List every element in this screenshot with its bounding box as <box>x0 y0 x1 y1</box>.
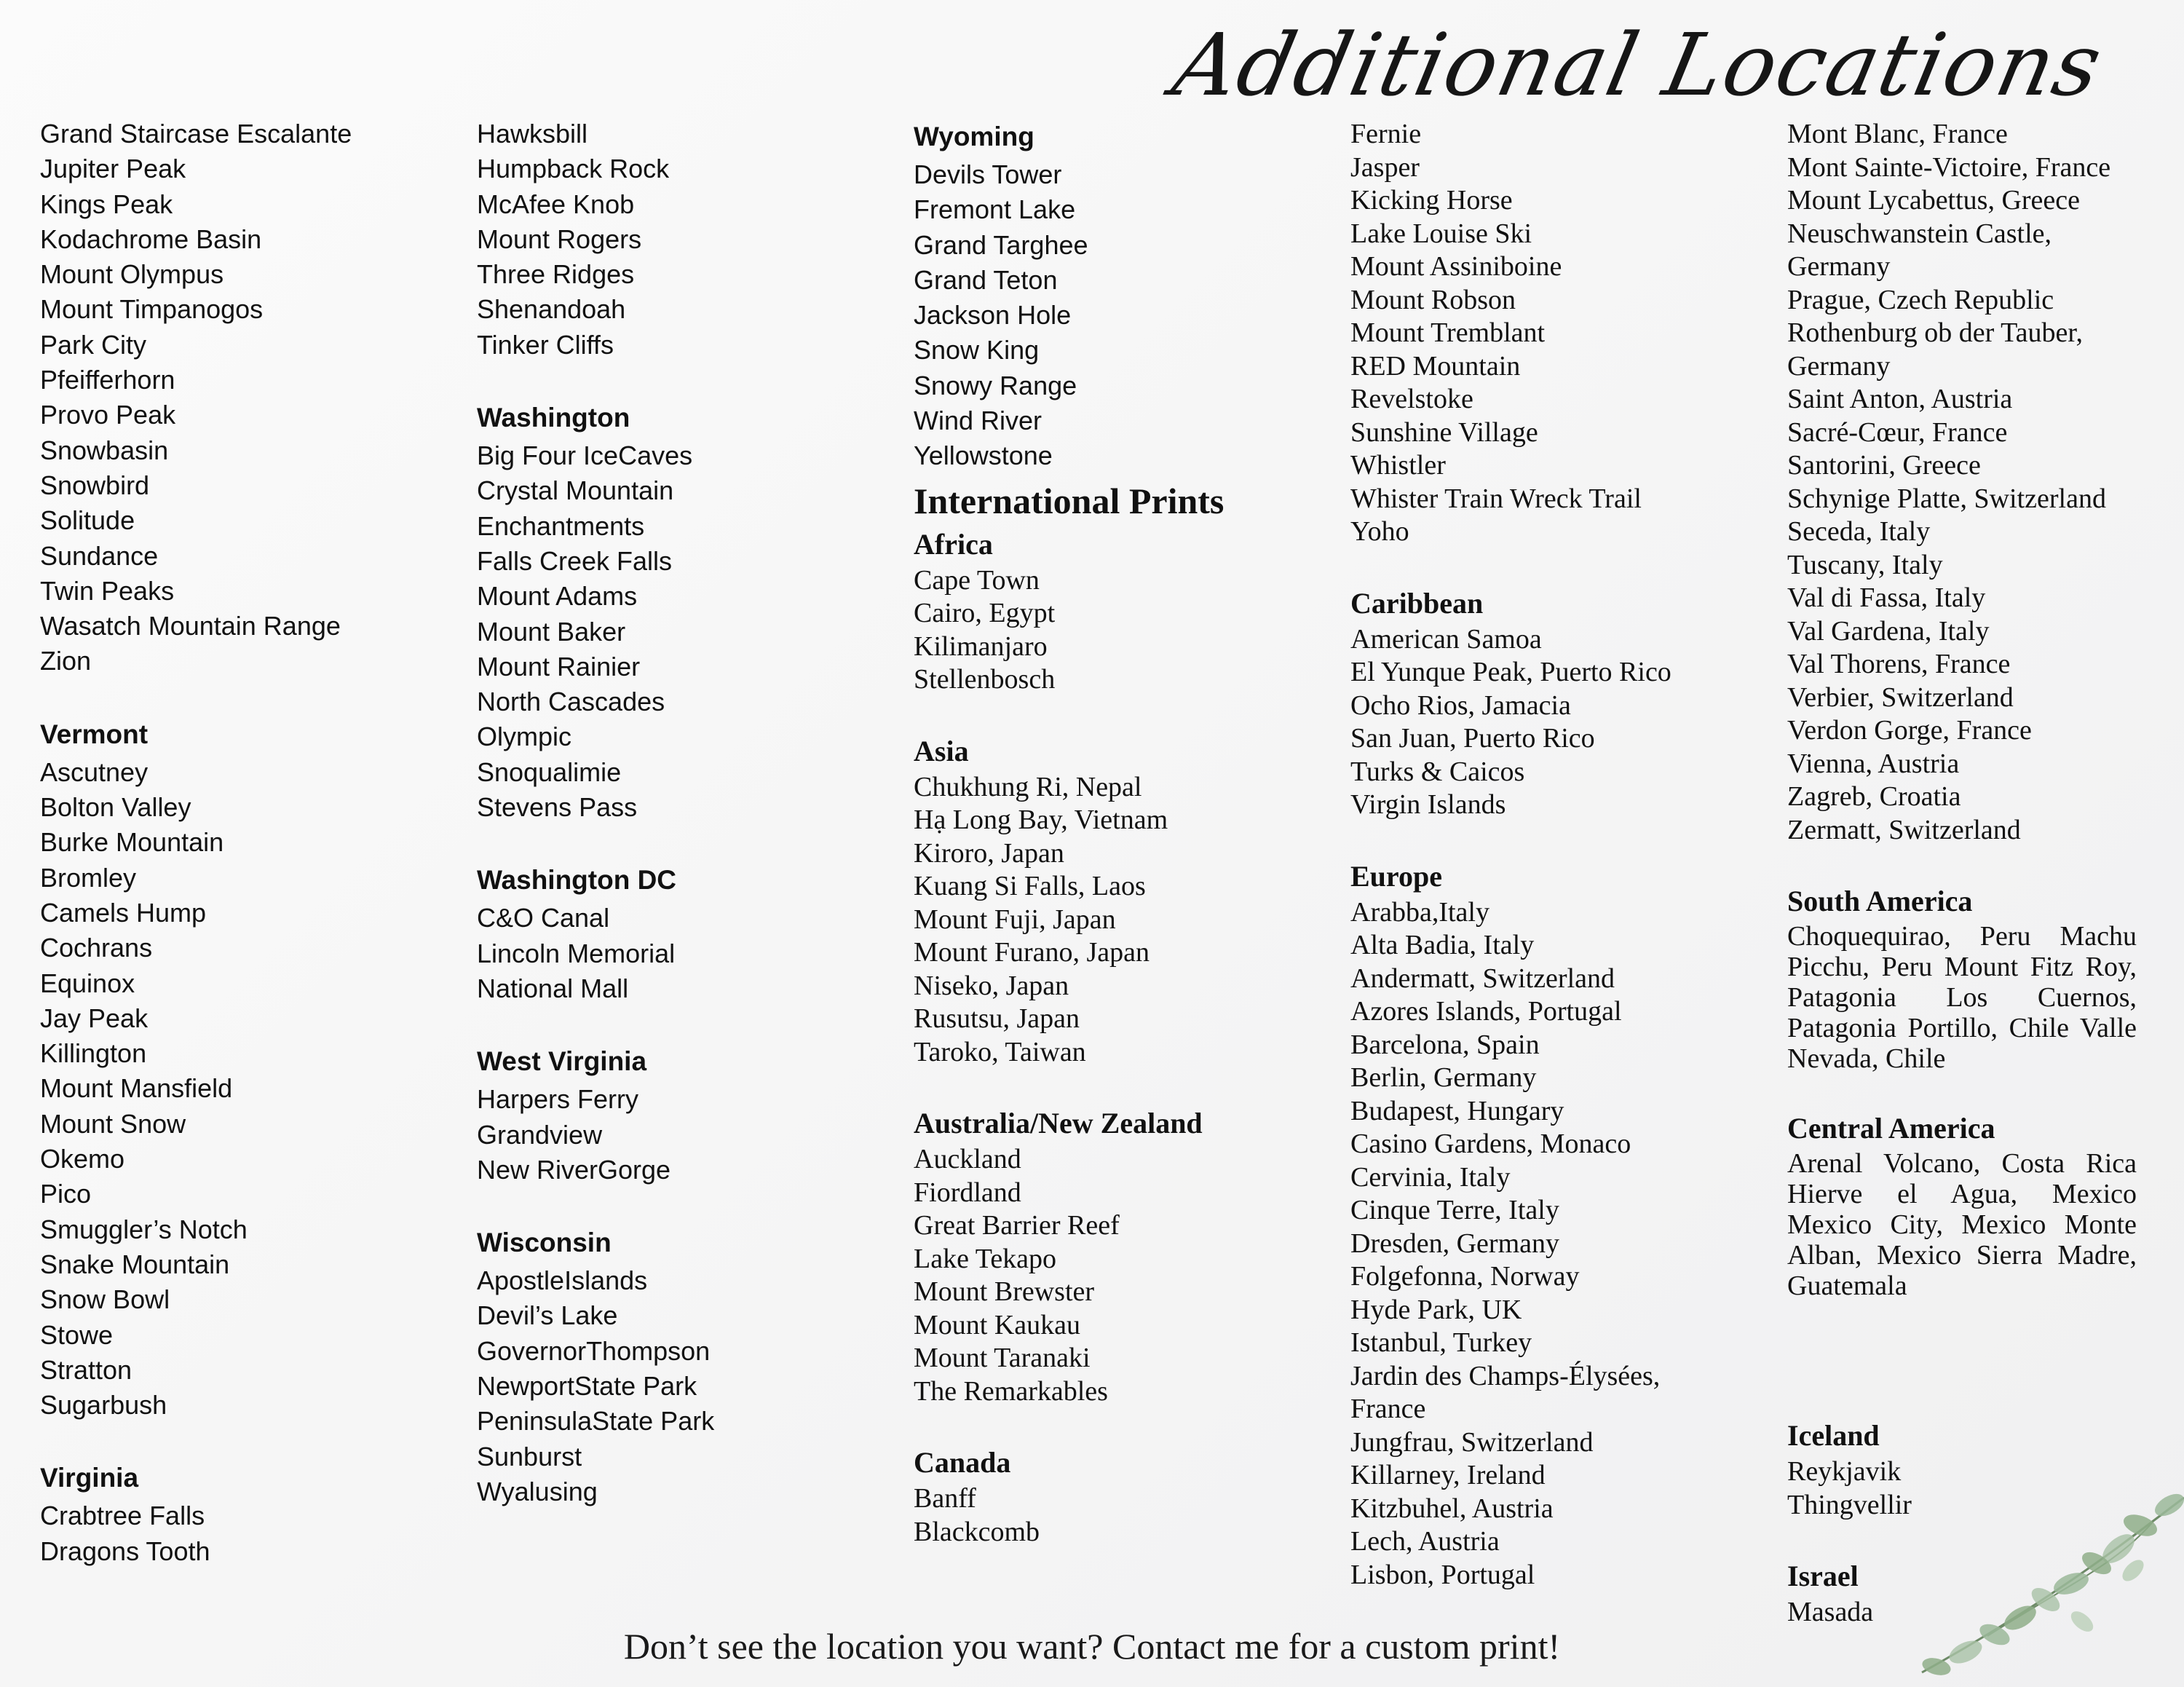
list-item: Bromley <box>40 862 137 893</box>
list-item: Kiroro, Japan <box>914 837 1064 869</box>
list-item: Kuang Si Falls, Laos <box>914 871 1146 902</box>
africa-section <box>914 525 1336 697</box>
list-item: Snowy Range <box>914 370 1077 400</box>
list-item: Mount Snow <box>40 1108 186 1139</box>
list-item: Mount Baker <box>477 616 626 647</box>
list-item: Kodachrome Basin <box>40 224 262 254</box>
list-item: New RiverGorge <box>477 1154 671 1185</box>
list-item: Mount Kaukau <box>914 1309 1081 1340</box>
list-item: Reykjavik <box>1787 1456 1902 1487</box>
section-heading: Vermont <box>40 719 149 749</box>
list-item: Sugarbush <box>40 1390 167 1421</box>
list-item: Yoho <box>1350 516 1409 547</box>
asia-section <box>914 732 1336 1070</box>
list-item: Virgin Islands <box>1350 789 1506 820</box>
list-item: Mont Blanc, France <box>1787 119 2008 149</box>
list-item: Kicking Horse <box>1350 185 1513 216</box>
list-item: Neuschwanstein Castle, <box>1787 218 2052 249</box>
list-item: Kilimanjaro <box>914 631 1048 662</box>
list-item: Seceda, Italy <box>1787 516 1931 547</box>
section-heading: Africa <box>914 527 993 561</box>
list-item: Ocho Rios, Jamacia <box>1350 690 1571 721</box>
list-item: Zion <box>40 646 92 676</box>
list-item: Istanbul, Turkey <box>1350 1327 1532 1358</box>
utah-list <box>40 116 448 679</box>
section-heading: West Virginia <box>477 1046 647 1077</box>
list-item: RED Mountain <box>1350 350 1521 382</box>
list-item: Mount Adams <box>477 581 638 612</box>
list-item: Dragons Tooth <box>40 1536 210 1566</box>
column-4 <box>1350 118 1773 1627</box>
list-item: Twin Peaks <box>40 575 175 606</box>
list-item: Wyalusing <box>477 1476 598 1506</box>
list-item: Lake Louise Ski <box>1350 218 1532 249</box>
list-item: Provo Peak <box>40 400 176 430</box>
utah-section <box>40 116 448 679</box>
list-item: Turks & Caicos <box>1350 756 1525 787</box>
australia-new-zealand-section <box>914 1104 1336 1408</box>
list-item: Bolton Valley <box>40 792 191 823</box>
list-item: Germany <box>1787 251 1891 282</box>
list-item: Zagreb, Croatia <box>1787 781 1961 812</box>
list-item: PeninsulaState Park <box>477 1406 715 1437</box>
list-item: Stowe <box>40 1319 114 1350</box>
list-item: Crystal Mountain <box>477 475 674 506</box>
central-america-text: Arenal Volcano, Costa Rica Hierve el Agua, Mexico Mexico City, Mexico Monte Alban, Mexico Sierra Madre, Guatemala <box>1787 1148 2137 1301</box>
list-item: Sunburst <box>477 1441 582 1471</box>
europe-continued-section <box>1787 118 2137 847</box>
list-item: Crabtree Falls <box>40 1501 205 1531</box>
list-item: Jay Peak <box>40 1003 149 1033</box>
list-item: Germany <box>1787 350 1891 382</box>
list-item: Lincoln Memorial <box>477 938 676 968</box>
list-item: Falls Creek Falls <box>477 545 673 576</box>
list-item: Mount Olympus <box>40 259 224 290</box>
list-item: Killington <box>40 1038 147 1069</box>
page-title: Additional Locations <box>1164 15 2111 115</box>
canada-continued-section <box>1350 118 1773 549</box>
list-item: Cape Town <box>914 564 1040 596</box>
west-virginia-section <box>477 1041 885 1188</box>
caribbean-list <box>1350 623 1773 822</box>
list-item: El Yunque Peak, Puerto Rico <box>1350 657 1671 687</box>
list-item: Mount Brewster <box>914 1276 1095 1308</box>
list-item: Budapest, Hungary <box>1350 1095 1564 1126</box>
section-heading: Caribbean <box>1350 586 1484 620</box>
list-item: C&O Canal <box>477 903 610 933</box>
section-heading: Israel <box>1787 1560 1859 1592</box>
list-item: Stevens Pass <box>477 792 638 823</box>
list-item: Park City <box>40 329 147 360</box>
list-item: Snow Bowl <box>40 1284 170 1315</box>
list-item: Grand Teton <box>914 264 1058 295</box>
international-prints-heading: International Prints <box>914 480 1224 521</box>
column-1 <box>40 116 448 1604</box>
list-item: Barcelona, Spain <box>1350 1029 1540 1060</box>
list-item: Mount Rainier <box>477 651 641 681</box>
canada-section <box>914 1443 1336 1549</box>
footer-message: Don’t see the location you want? Contact me for a custom print! <box>623 1626 1561 1667</box>
list-item: Humpback Rock <box>477 154 670 184</box>
section-heading: Asia <box>914 734 969 767</box>
list-item: Niseko, Japan <box>914 970 1069 1001</box>
central-america-section <box>1787 1109 2137 1301</box>
vermont-section <box>40 714 448 1423</box>
list-item: Folgefonna, Norway <box>1350 1261 1580 1292</box>
list-item: North Cascades <box>477 687 665 717</box>
list-item: Stellenbosch <box>914 664 1056 695</box>
europe-list <box>1350 896 1773 1592</box>
list-item: McAfee Knob <box>477 189 635 219</box>
list-item: Verdon Gorge, France <box>1787 715 2032 746</box>
list-item: Sacré-Cœur, France <box>1787 416 2008 448</box>
section-heading: Washington DC <box>477 865 677 896</box>
list-item: Mont Sainte-Victoire, France <box>1787 151 2111 183</box>
virginia-section <box>40 1458 448 1569</box>
section-heading: South America <box>1787 885 1973 917</box>
list-item: Sundance <box>40 540 159 571</box>
list-item: Tinker Cliffs <box>477 329 614 360</box>
list-item: Blackcomb <box>914 1516 1040 1547</box>
list-item: NewportState Park <box>477 1371 697 1402</box>
eucalyptus-leaf-icon <box>1878 1454 2184 1687</box>
section-heading: Virginia <box>40 1463 139 1493</box>
europe-continued-list <box>1787 118 2137 847</box>
list-item: Enchantments <box>477 510 645 541</box>
list-item: Alta Badia, Italy <box>1350 930 1535 960</box>
list-item: Lisbon, Portugal <box>1350 1559 1535 1590</box>
list-item: Hạ Long Bay, Vietnam <box>914 805 1168 836</box>
column-3 <box>914 116 1336 1584</box>
washington-dc-list <box>477 901 885 1006</box>
list-item: Fremont Lake <box>914 194 1076 225</box>
column-5 <box>1787 118 2137 1664</box>
column-2 <box>477 116 885 1544</box>
list-item: Tuscany, Italy <box>1787 549 1943 580</box>
list-item: National Mall <box>477 973 629 1003</box>
list-item: Snake Mountain <box>40 1249 230 1279</box>
list-item: Schynige Platte, Switzerland <box>1787 483 2106 514</box>
list-item: Big Four IceCaves <box>477 440 693 471</box>
europe-section <box>1350 857 1773 1592</box>
list-item: Stratton <box>40 1354 132 1385</box>
list-item: Mount Mansfield <box>40 1073 233 1104</box>
section-heading: Wisconsin <box>477 1228 612 1258</box>
list-item: The Remarkables <box>914 1375 1108 1407</box>
list-item: Devils Tower <box>914 159 1062 189</box>
list-item: Jungfrau, Switzerland <box>1350 1426 1594 1458</box>
wyoming-list <box>914 157 1336 474</box>
list-item: Rothenburg ob der Tauber, <box>1787 317 2083 348</box>
list-item: Santorini, Greece <box>1787 450 1981 481</box>
list-item: Wasatch Mountain Range <box>40 611 341 641</box>
list-item: Snowbasin <box>40 435 169 465</box>
list-item: Kings Peak <box>40 189 173 219</box>
list-item: Grand Targhee <box>914 229 1088 260</box>
list-item: Jackson Hole <box>914 300 1072 331</box>
list-item: Val Thorens, France <box>1787 649 2011 679</box>
list-item: Solitude <box>40 505 135 536</box>
list-item: Val Gardena, Italy <box>1787 615 1990 647</box>
list-item: Mount Fuji, Japan <box>914 904 1116 935</box>
wyoming-section <box>914 116 1336 474</box>
section-heading: Washington <box>477 403 630 433</box>
washington-section <box>477 398 885 825</box>
list-item: Masada <box>1787 1597 1874 1627</box>
list-item: Saint Anton, Austria <box>1787 384 2013 414</box>
list-item: Jasper <box>1350 151 1420 183</box>
list-item: Jupiter Peak <box>40 154 186 184</box>
list-item: Jardin des Champs-Élysées, <box>1350 1360 1661 1391</box>
virginia-continued-list <box>477 116 885 363</box>
list-item: Revelstoke <box>1350 384 1473 414</box>
list-item: Mount Timpanogos <box>40 294 264 325</box>
list-item: Chukhung Ri, Nepal <box>914 771 1142 802</box>
list-item: Smuggler’s Notch <box>40 1214 248 1244</box>
list-item: Val di Fassa, Italy <box>1787 582 1986 613</box>
south-america-section <box>1787 882 2137 1074</box>
list-item: Ascutney <box>40 756 149 787</box>
list-item: Killarney, Ireland <box>1350 1460 1546 1490</box>
caribbean-section <box>1350 584 1773 822</box>
virginia-list <box>40 1498 448 1569</box>
section-heading: Central America <box>1787 1112 1995 1145</box>
list-item: France <box>1350 1394 1426 1424</box>
list-item: Taroko, Taiwan <box>914 1036 1086 1067</box>
list-item: Cairo, Egypt <box>914 598 1056 629</box>
list-item: Mount Furano, Japan <box>914 937 1150 968</box>
list-item: Hyde Park, UK <box>1350 1294 1522 1325</box>
list-item: Mount Tremblant <box>1350 317 1546 348</box>
list-item: Andermatt, Switzerland <box>1350 963 1615 994</box>
asia-list <box>914 771 1336 1070</box>
list-item: Sunshine Village <box>1350 416 1538 448</box>
australia-new-zealand-list <box>914 1143 1336 1408</box>
list-item: Yellowstone <box>914 440 1053 471</box>
list-item: Lech, Austria <box>1350 1526 1500 1557</box>
list-item: Snow King <box>914 335 1040 366</box>
canada-continued-list <box>1350 118 1773 549</box>
list-item: Harpers Ferry <box>477 1084 639 1115</box>
list-item: San Juan, Puerto Rico <box>1350 723 1595 754</box>
list-item: Prague, Czech Republic <box>1787 284 2054 315</box>
wisconsin-list <box>477 1263 885 1509</box>
list-item: Zermatt, Switzerland <box>1787 814 2021 845</box>
list-item: Dresden, Germany <box>1350 1228 1560 1259</box>
section-heading: Wyoming <box>914 122 1034 151</box>
list-item: Mount Robson <box>1350 284 1516 315</box>
list-item: Mount Taranaki <box>914 1343 1091 1374</box>
list-item: Berlin, Germany <box>1350 1062 1537 1093</box>
list-item: Banff <box>914 1483 976 1514</box>
list-item: Rusutsu, Japan <box>914 1003 1080 1035</box>
section-heading: Canada <box>914 1446 1011 1479</box>
list-item: Hawksbill <box>477 119 588 149</box>
section-heading: Europe <box>1350 859 1442 893</box>
list-item: Fiordland <box>914 1177 1021 1208</box>
list-item: Cinque Terre, Italy <box>1350 1195 1559 1225</box>
list-item: Pico <box>40 1179 92 1209</box>
canada-list <box>914 1482 1336 1549</box>
list-item: Auckland <box>914 1144 1021 1175</box>
list-item: Mount Rogers <box>477 224 642 254</box>
list-item: Cervinia, Italy <box>1350 1161 1511 1193</box>
west-virginia-list <box>477 1082 885 1188</box>
list-item: GovernorThompson <box>477 1335 711 1366</box>
list-item: Kitzbuhel, Austria <box>1350 1493 1554 1524</box>
south-america-text: Choquequirao, Peru Machu Picchu, Peru Mount Fitz Roy, Patagonia Los Cuernos, Patagonia Portillo, Chile Valle Nevada, Chile <box>1787 921 2137 1074</box>
washington-list <box>477 438 885 825</box>
list-item: Wind River <box>914 406 1042 436</box>
wisconsin-section <box>477 1222 885 1509</box>
list-item: American Samoa <box>1350 623 1542 655</box>
list-item: Lake Tekapo <box>914 1243 1057 1274</box>
list-item: Azores Islands, Portugal <box>1350 996 1622 1027</box>
list-item: Camels Hump <box>40 897 207 928</box>
list-item: Verbier, Switzerland <box>1787 681 2014 713</box>
section-heading: Australia/New Zealand <box>914 1107 1203 1140</box>
list-item: Equinox <box>40 968 135 998</box>
list-item: Fernie <box>1350 119 1422 149</box>
washington-dc-section <box>477 860 885 1006</box>
list-item: Three Ridges <box>477 259 635 290</box>
list-item: Snowbird <box>40 470 150 500</box>
list-item: Grandview <box>477 1119 603 1150</box>
vermont-list <box>40 755 448 1423</box>
list-item: Cochrans <box>40 933 153 963</box>
list-item: Grand Staircase Escalante <box>40 119 352 149</box>
list-item: Casino Gardens, Monaco <box>1350 1129 1631 1159</box>
list-item: Mount Lycabettus, Greece <box>1787 185 2081 216</box>
list-item: Shenandoah <box>477 294 626 325</box>
list-item: Burke Mountain <box>40 827 224 858</box>
section-heading: Iceland <box>1787 1419 1880 1452</box>
list-item: Snoqualimie <box>477 756 622 787</box>
list-item: Great Barrier Reef <box>914 1210 1120 1241</box>
list-item: ApostleIslands <box>477 1265 648 1296</box>
list-item: Arabba,Italy <box>1350 896 1489 928</box>
africa-list <box>914 564 1336 697</box>
list-item: Vienna, Austria <box>1787 748 1960 779</box>
list-item: Okemo <box>40 1144 125 1174</box>
list-item: Pfeifferhorn <box>40 365 175 395</box>
list-item: Olympic <box>477 722 572 752</box>
list-item: Thingvellir <box>1787 1489 1912 1520</box>
list-item: Mount Assiniboine <box>1350 251 1562 282</box>
list-item: Whistler <box>1350 450 1446 481</box>
list-item: Devil’s Lake <box>477 1300 618 1331</box>
virginia-continued-section <box>477 116 885 363</box>
list-item: Whister Train Wreck Trail <box>1350 483 1642 514</box>
